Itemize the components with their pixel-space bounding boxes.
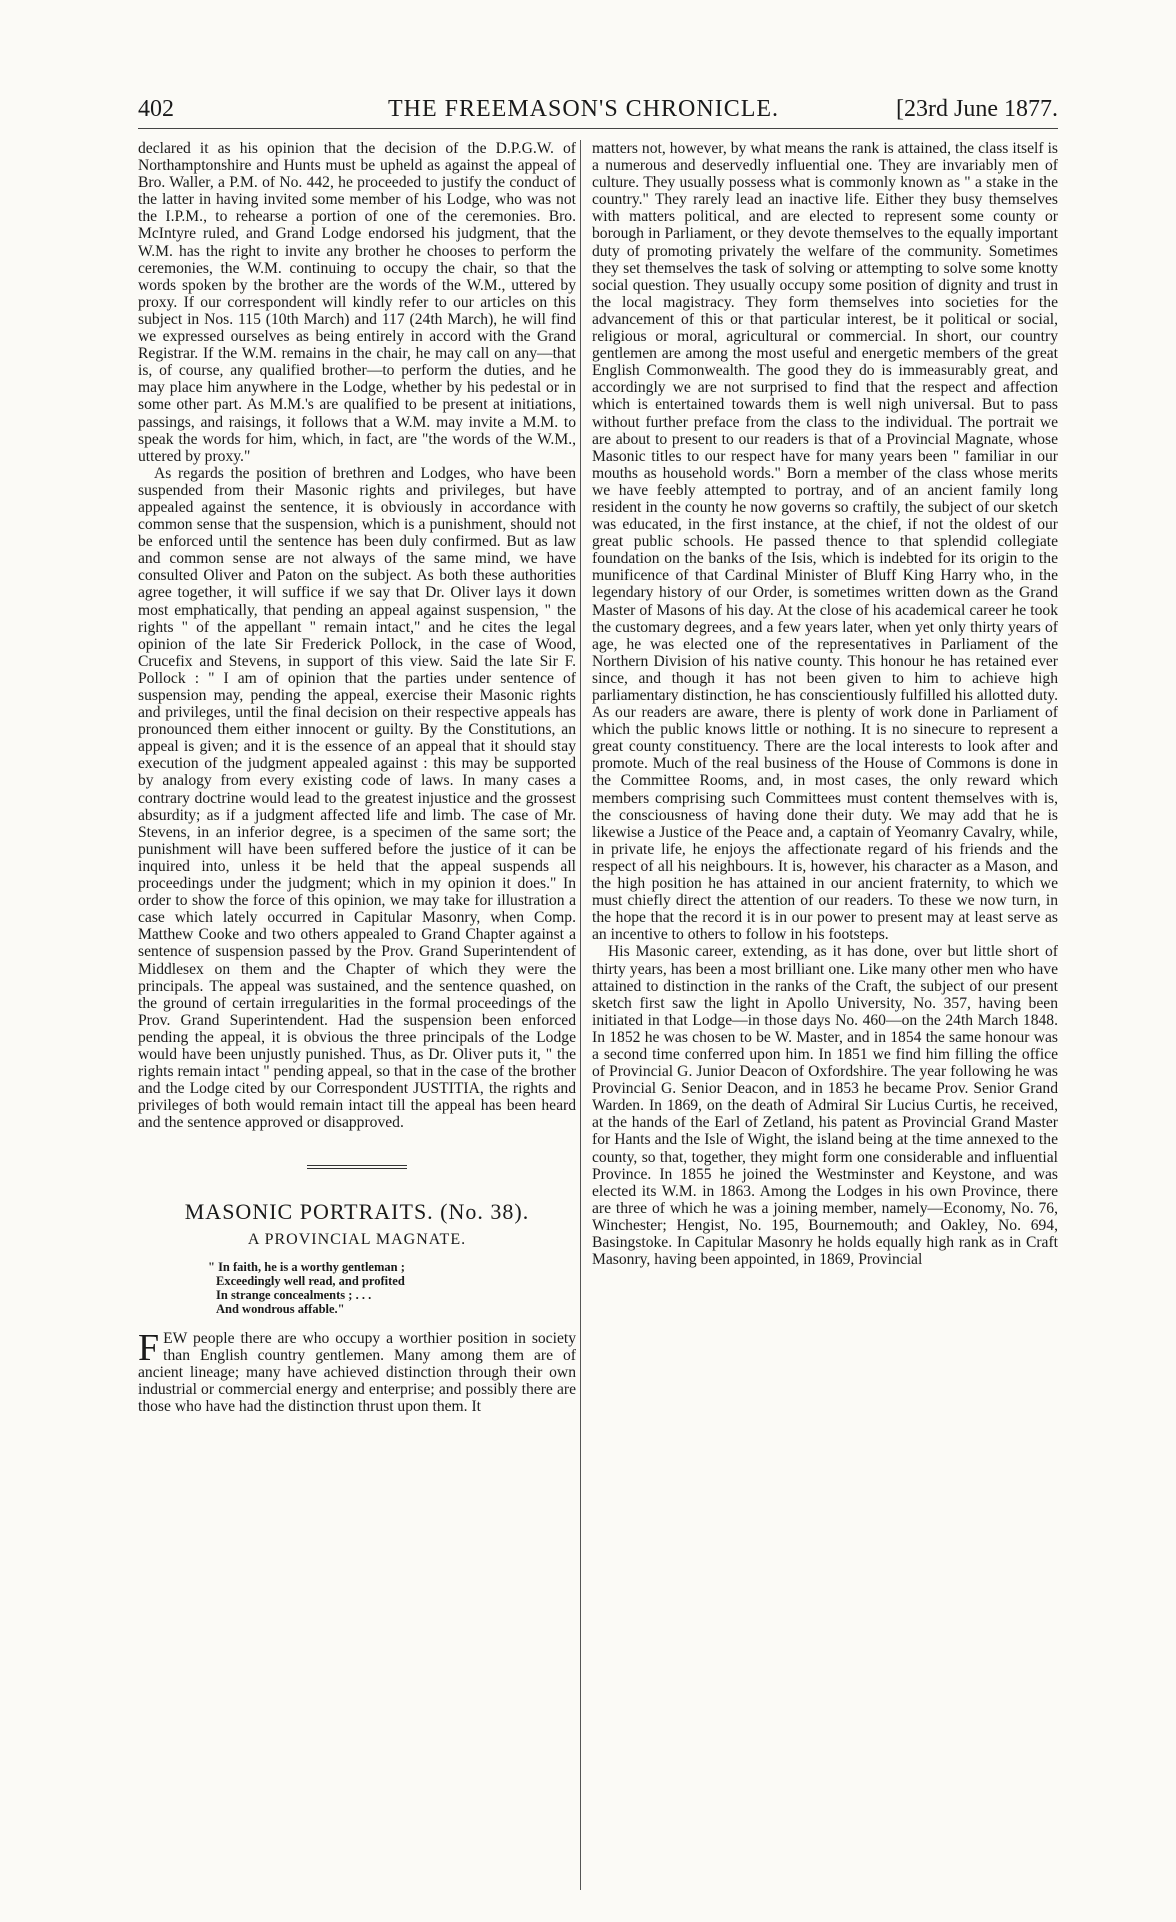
drop-cap: F	[138, 1326, 160, 1369]
epigraph	[208, 1260, 576, 1316]
left-column	[138, 140, 576, 1415]
article-paragraph: declared it as his opinion that the decision of the D.P.G.W. of Northamptonshire and Hunts must be upheld as against the appeal of Bro. Waller, a P.M. of No. 442, he proceeded to justify the conduct of the latter in having invited some member of his Lodge, who was not the I.P.M., to rehearse a portion of one of the ceremonies. Bro. McIntyre ruled, and Grand Lodge endorsed his judgment, that the W.M. has the right to invite any brother he chooses to perform the ceremonies, the W.M. continuing to occupy the chair, so that the words spoken by the brother are the words of the W.M., uttered by proxy. If our correspondent will kindly refer to our articles on this subject in Nos. 115 (10th March) and 117 (24th March), he will find we expressed ourselves as being entirely in accord with the Grand Registrar. If the W.M. remains in the chair, he may call on any—that is, of course, any qualified brother—to perform the duties, and he may place him anywhere in the Lodge, whether by his pedestal or in some other part. As M.M.'s are qualified to be present at initiations, passings, and raisings, it follows that a W.M. may invite a M.M. to speak the words for him, which, in fact, are "the words of the W.M., uttered by proxy."	[138, 140, 576, 465]
right-column	[592, 140, 1058, 1268]
epigraph-line: In strange concealments ; . . .	[216, 1287, 372, 1302]
page-number: 402	[138, 96, 174, 122]
article-paragraph: matters not, however, by what means the rank is attained, the class itself is a numerous and deservedly influential one. They are invariably men of culture. They usually possess what is commonly known as " a stake in the country." They rarely lead an inactive life. Either they busy themselves with matters political, and are elected to represent some county or borough in Parliament, or they devote themselves to the equally important duty of promoting privately the welfare of the community. Sometimes they set themselves the task of solving or attempting to solve some knotty social question. They usually occupy some position of dignity and trust in the local magistracy. They form themselves into societies for the advancement of this or that particular interest, be it political or social, religious or moral, agricultural or commercial. In short, our country gentlemen are among the most useful and energetic members of the great English Commonwealth. The good they do is immeasurably great, and accordingly we are not surprised to find that the respect and affection which is entertained towards them is well nigh universal. But to pass without further preface from the class to the individual. The portrait we are about to present to our readers is that of a Provincial Magnate, whose Masonic titles to our respect have for many years been " familiar in our mouths as household words." Born a member of the class whose merits we have feebly attempted to portray, and of an ancient family long resident in the county he now governs so craftily, the subject of our sketch was educated, in the first instance, at the chief, if not the oldest of our great public schools. He passed thence to that splendid collegiate foundation on the banks of the Isis, which is indebted for its origin to the munificence of that Cardinal Minister of Bluff King Harry who, in the legendary history of our Order, is sometimes written down as the Grand Master of Masons of his day. At the close of his academical career he took the customary degrees, and a few years later, when yet only thirty years of age, he was elected one of the representatives in Parliament of the Northern Division of his native county. This honour he has retained ever since, and though it has not been given to him to achieve high parliamentary distinction, he has conscientiously fulfilled his allotted duty. As our readers are aware, there is plenty of work done in Parliament of which the public knows little or nothing. It is no sinecure to represent a great county constituency. There are the local interests to look after and promote. Much of the real business of the House of Commons is done in the Committee Rooms, and, in most cases, the only reward which members comprising such Committees must content themselves with is, the consciousness of having done their duty. We may add that he is likewise a Justice of the Peace and, a captain of Yeomanry Cavalry, while, in private life, he enjoys the affectionate regard of his friends and the respect of all his neighbours. It is, however, his character as a Mason, and the high position he has attained in our ancient fraternity, to which we must chiefly direct the attention of our readers. To these we now turn, in the hope that the record it is in our power to present may at least serve as an incentive to others to follow in his footsteps.	[592, 140, 1058, 944]
opening-paragraph	[138, 1326, 576, 1415]
section-divider	[307, 1165, 407, 1169]
column-divider	[580, 140, 581, 1890]
article-paragraph: As regards the position of brethren and Lodges, who have been suspended from their Masonic rights and privileges, but have appealed against the sentence, it is obviously in accordance with common sense that the suspension, which is a punishment, should not be enforced until the sentence has been duly confirmed. But as law and common sense are not always of the same mind, we have consulted Oliver and Paton on the subject. As both these authorities agree together, it will suffice if we say that Dr. Oliver lays it down most emphatically, that pending an appeal against suspension, " the rights " of the appellant " remain intact," and he cites the legal opinion of the late Sir Frederick Pollock, in the case of Wood, Crucefix and Stevens, in support of this view. Said the late Sir F. Pollock : " I am of opinion that the parties under sentence of suspension may, pending the appeal, exercise their Masonic rights and privileges, until the final decision on their respective appeals has pronounced them either innocent or guilty. By the Constitutions, an appeal is given; and it is the essence of an appeal that it should stay execution of the judgment appealed against : this may be supported by analogy from every existing code of laws. In many cases a contrary doctrine would lead to the greatest injustice and the grossest absurdity; as if a judgment affected life and limb. The case of Mr. Stevens, in an inferior degree, is a specimen of the same sort; the punishment will have been suffered before the justice of it can be inquired into, unless it be held that the appeal suspends all proceedings under the judgment; which in my opinion it does." In order to show the force of this opinion, we may take for illustration a case which lately occurred in Capitular Masonry, when Comp. Matthew Cooke and two others appealed to Grand Chapter against a sentence of suspension passed by the Prov. Grand Superintendent of Middlesex on them and the Chapter of which they were the principals. The appeal was sustained, and the sentence quashed, on the ground of certain irregularities in the formal proceedings of the Prov. Grand Superintendent. Had the suspension been enforced pending the appeal, it is obvious the three principals of the Lodge would have been unjustly punished. Thus, as Dr. Oliver puts it, " the rights remain intact " pending appeal, so that in the case of the brother and the Lodge cited by our Correspondent JUSTITIA, the rights and privileges of both would remain intact till the appeal has been heard and the sentence approved or disapproved.	[138, 464, 576, 1132]
section-subtitle: A PROVINCIAL MAGNATE.	[247, 1230, 467, 1248]
epigraph-line: And wondrous affable."	[216, 1301, 345, 1316]
epigraph-line: " In faith, he is a worthy gentleman ;	[208, 1259, 405, 1274]
masthead-title: THE FREEMASON'S CHRONICLE.	[388, 96, 780, 122]
section-title: MASONIC PORTRAITS. (No. 38).	[184, 1199, 530, 1225]
epigraph-line: Exceedingly well read, and profited	[216, 1273, 405, 1288]
header-rule	[138, 128, 1058, 129]
opening-text: EW people there are who occupy a worthier position in society than English country gentlemen. Many among them are of ancient lineage; many have achieved distinction through their own industrial or commercial energy and enterprise; and possibly there are those who have had the distinction thrust upon them. It	[138, 1329, 576, 1415]
article-paragraph: His Masonic career, extending, as it has done, over but little short of thirty years, has been a most brilliant one. Like many other men who have attained to distinction in the ranks of the Craft, the subject of our present sketch first saw the light in Apollo University, No. 357, having been initiated in that Lodge—in those days No. 460—on the 24th March 1848. In 1852 he was chosen to be W. Master, and in 1854 the same honour was a second time conferred upon him. In 1851 we find him filling the office of Provincial G. Junior Deacon of Oxfordshire. The year following he was Provincial G. Senior Deacon, and in 1853 he became Prov. Senior Grand Warden. In 1869, on the death of Admiral Sir Lucius Curtis, he received, at the hands of the Earl of Zetland, his patent as Provincial Grand Master for Hants and the Isle of Wight, the island being at the time annexed to the county, so that, together, they might form one considerable and influential Province. In 1855 he joined the Westminster and Keystone, and was elected its W.M. in 1863. Among the Lodges in his own Province, there are three of which he was a joining member, namely—Economy, No. 76, Winchester; Hengist, No. 195, Bournemouth; and Oakley, No. 694, Basingstoke. In Capitular Masonry he holds equally high rank as in Craft Masonry, having been appointed, in 1869, Provincial	[592, 943, 1058, 1269]
issue-date: [23rd June 1877.	[896, 96, 1058, 122]
page-header	[138, 96, 1058, 130]
